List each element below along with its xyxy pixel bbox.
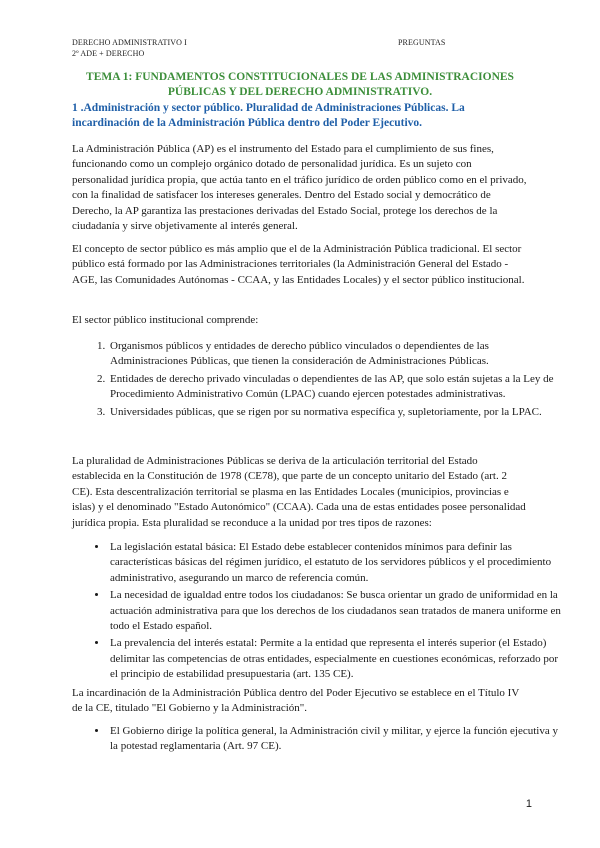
list-item: 3. Universidades públicas, que se rigen por su normativa específica y, supletoriamente, por la LPAC. xyxy=(108,405,564,420)
list-item: • El Gobierno dirige la política general, la Administración civil y militar, y ejerce la función ejecutiva y la potestad reglamentaria (Art. 97 CE). xyxy=(108,724,564,755)
list-item: 1. Organismos públicos y entidades de derecho público vinculados o dependientes de las Administraciones Públicas, que tienen la consideración de Administraciones Públicas. xyxy=(108,339,564,370)
header-course: DERECHO ADMINISTRATIVO I xyxy=(72,38,187,47)
bullet-list xyxy=(72,540,564,685)
paragraph-pluralidad: La pluralidad de Administraciones Públicas se deriva de la articulación territorial del Estado establecida en la Constitución de 1978 (CE78), que parte de un concepto unitario del Estado (art. 2 CE). Esta descentralización territorial se plasma en las Entidades Locales (municipios, provincias e islas) y el denominado "Estado Autonómico" (CCAA). Cada una de estas entidades posee personalidad jurídica propia. Esta pluralidad se reconduce a la unidad por tres tipos de razones: xyxy=(72,455,526,529)
list-item: • La prevalencia del interés estatal: Permite a la entidad que representa el interés superior (el Estado) delimitar las competencias de otras entidades, especialmente en cuestiones económicas, reforzado por el principio de estabilidad presupuestaria (art. 135 CE). xyxy=(108,636,564,682)
list-item: • La legislación estatal básica: El Estado debe establecer contenidos mínimos para definir las características básicas del régimen jurídico, el estatuto de los servidores públicos y el procedimiento administrativo, asegurando un marco de referencia común. xyxy=(108,540,564,586)
numbered-list xyxy=(72,339,564,422)
paragraph-incardinacion: La incardinación de la Administración Pública dentro del Poder Ejecutivo se establece en el Título IV de la CE, titulado "El Gobierno y la Administración". xyxy=(72,687,520,715)
paragraph-sector-institucional: El sector público institucional comprende: xyxy=(72,314,259,326)
header-group: 2º ADE + DERECHO xyxy=(72,49,145,58)
paragraph-ap-definition: La Administración Pública (AP) es el instrumento del Estado para el cumplimiento de sus fines, funcionando como un complejo orgánico dotado de personalidad jurídica. Es un sujeto con personalidad jurídica propia, que actúa tanto en el tráfico jurídico de orden público como en el privado, con la finalidad de satisfacer los intereses generales. Dentro del Estado social y democrático de Derecho, la AP garantiza las prestaciones derivadas del Estado Social, protege los derechos de la ciudadanía y sirve objetivamente al interés general. xyxy=(72,143,527,233)
paragraph-sector-publico: El concepto de sector público es más amplio que el de la Administración Pública tradicional. El sector público está formado por las Administraciones territoriales (la Administración General del Estado - AGE, las Comunidades Autónomas - CCAA, y las Entidades Locales) y el sector público institucional. xyxy=(72,243,525,286)
page-number: 1 xyxy=(525,798,532,810)
page-title: TEMA 1: FUNDAMENTOS CONSTITUCIONALES DE LAS ADMINISTRACIONES PÚBLICAS Y DEL DERECHO ADMINISTRATIVO. xyxy=(86,71,514,98)
list-item: • La necesidad de igualdad entre todos los ciudadanos: Se busca orientar un grado de uniformidad en la actuación administrativa para que los derechos de los ciudadanos sean tratados de manera uniforme en todo el Estado español. xyxy=(108,588,564,634)
list-item: 2. Entidades de derecho privado vinculadas o dependientes de las AP, que solo están sujetas a la Ley de Procedimiento Administrativo Común (LPAC) cuando ejercen potestades administrativas. xyxy=(108,372,564,403)
section-heading: 1 .Administración y sector público. Pluralidad de Administraciones Públicas. La incardinación de la Administración Pública dentro del Poder Ejecutivo. xyxy=(72,102,465,129)
bullet-list-gobierno xyxy=(72,724,564,757)
header-section: PREGUNTAS xyxy=(398,38,446,47)
